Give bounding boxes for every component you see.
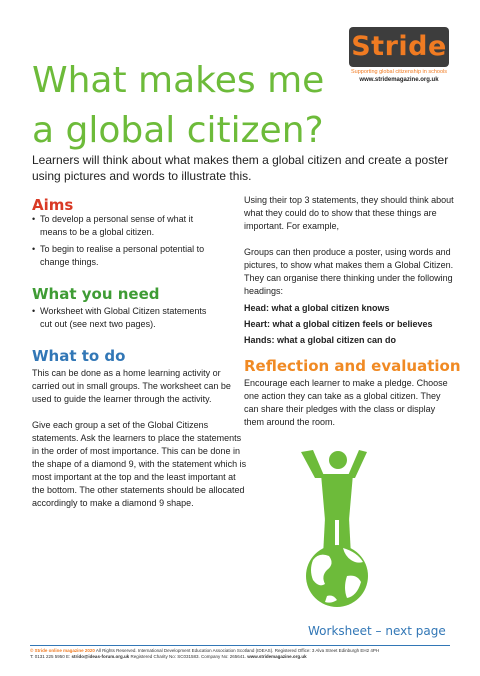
reflection-text: Encourage each learner to make a pledge. Choose one action they can take as a global citizen. They can share their pledges with the class or display them around the room.: [244, 378, 448, 427]
list-item: • To begin to realise a personal potential to change things.: [32, 243, 207, 269]
reflection-heading: Reflection and evaluation: [244, 357, 461, 375]
what-to-do-body: [32, 367, 250, 510]
intro-text: Learners will think about what makes them a global citizen and create a poster using pictures and words to illustrate this.: [32, 153, 449, 183]
heading-heart: Heart: what a global citizen feels or believes: [244, 319, 433, 329]
right-column-body: [244, 194, 456, 347]
footer: [30, 648, 450, 660]
footer-contact: T: 0131 225 5950 E:: [30, 654, 72, 659]
logo-name: Stride: [351, 31, 447, 62]
what-you-need-heading: What you need: [32, 285, 160, 303]
footer-website[interactable]: www.stridemagazine.org.uk: [247, 654, 307, 659]
footer-email[interactable]: strido@ideas-forum.org.uk: [71, 654, 130, 659]
paragraph: Using their top 3 statements, they should think about what they could do to show that these things are important. For example,: [244, 195, 454, 231]
worksheet-next-page-link[interactable]: Worksheet – next page: [308, 624, 446, 638]
paragraph: This can be done as a home learning activity or carried out in small groups. The worksheet can be used to guide the learner through the activity.: [32, 368, 231, 404]
title-line-2: a global citizen?: [32, 110, 324, 151]
logo-tagline: Supporting global citizenship in schools: [350, 69, 447, 75]
footer-line-1: All Rights Reserved. International Development Education Association Scotland (IDEAS). Registered Office: 3 Alva Street Edinburgh EH2 4PH: [94, 648, 380, 653]
footer-divider: [30, 645, 450, 646]
aims-list: [32, 213, 207, 269]
what-to-do-heading: What to do: [32, 347, 126, 365]
logo-url[interactable]: www.stridemagazine.org.uk: [359, 77, 439, 83]
footer-registration: Registered Charity No: SC031583. Company No: 265641.: [129, 654, 248, 659]
person-on-globe-icon: [291, 448, 375, 608]
copyright: © Stride online magazine 2020: [30, 648, 95, 653]
aims-heading: Aims: [32, 196, 74, 214]
heading-head: Head: what a global citizen knows: [244, 303, 390, 313]
page-title: [32, 56, 332, 156]
list-item: • To develop a personal sense of what it means to be a global citizen.: [32, 213, 207, 239]
list-item: • Worksheet with Global Citizen statements cut out (see next two pages).: [32, 305, 212, 331]
paragraph: Groups can then produce a poster, using words and pictures, to show what makes them a Global Citizen. They can organise there thinking under the following headings:: [244, 247, 454, 296]
what-you-need-list: [32, 305, 212, 331]
title-line-1: What makes me: [32, 60, 325, 101]
paragraph: Give each group a set of the Global Citizens statements. Ask the learners to place the statements in the order of most importance. This can be done in the shape of a diamond 9, with the statement which is most important at the top and the least important at the bottom. The other statements should be allocated accordingly to make a diamond 9 shape.: [32, 420, 247, 508]
heading-hands: Hands: what a global citizen can do: [244, 335, 397, 345]
